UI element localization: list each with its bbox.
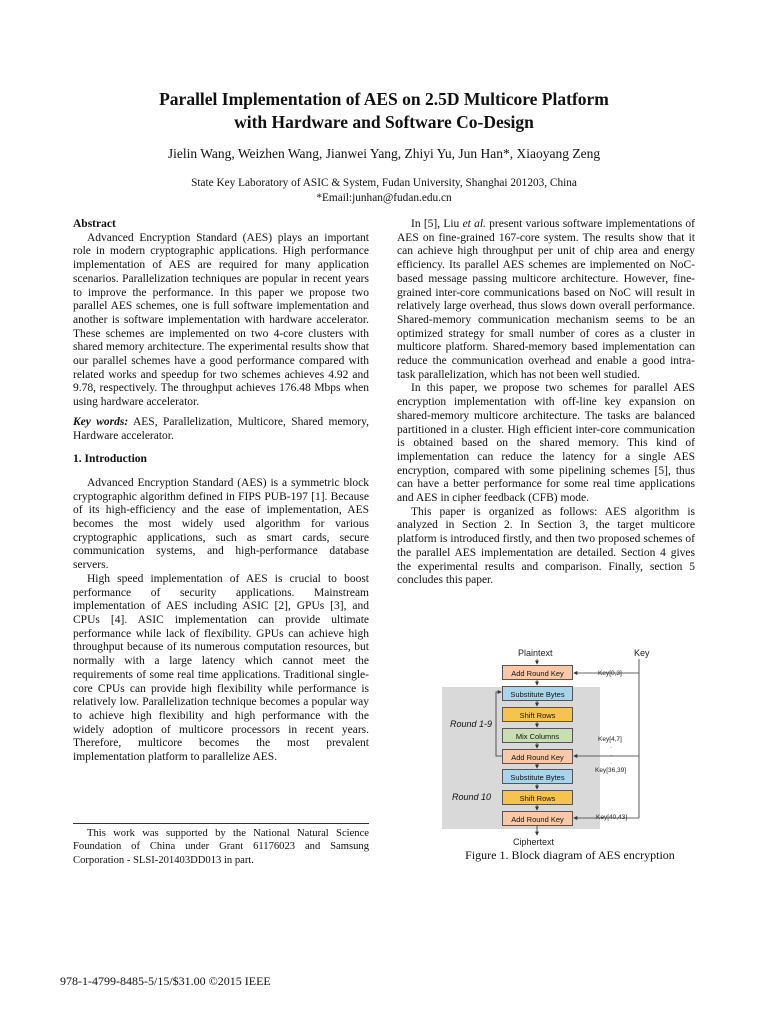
key-40-43-label: Key[40,43]: [596, 814, 628, 821]
related-work-paragraph: [397, 218, 695, 382]
affiliation: State Key Laboratory of ASIC & System, Fudan University, Shanghai 201203, China: [191, 177, 577, 189]
key-dots-1: ·: [610, 744, 613, 751]
intro-paragraph-2: High speed implementation of AES is crucial to boost performance of security applications. Mainstream implementation of AES including ASIC [2], GPUs [3], and CPUs [4]. ASIC implementation can provide ultimate performance while lack of flexibility. GPUs can achieve high throughput because of its numerous computation resources, but normally with a large latency which cannot meet the requirements of some real time applications. Traditional single-core CPUs can provide high flexibility while performance is relatively low. Parallelization technique becomes a popular way to achieve high flexibility and high performance with the widely adoption of multicore processors in recent years. Therefore, multicore becomes the most prevalent implementation platform to parallelize AES.: [73, 572, 369, 764]
right-column: [397, 218, 695, 588]
ciphertext-label: Ciphertext: [513, 837, 555, 847]
title-line-1: Parallel Implementation of AES on 2.5D Multicore Platform: [159, 89, 609, 109]
copyright-line: 978-1-4799-8485-5/15/$31.00 ©2015 IEEE: [60, 974, 271, 988]
footnote-rule: [73, 823, 369, 824]
footnote-text: This work was supported by the National Natural Science Foundation of China under Grant 61176023 and Samsung Corporation - SLSI-201403DD013 in part.: [73, 828, 369, 866]
key-dots-3: ·: [610, 760, 613, 767]
key-4-7-label: Key[4,7]: [598, 736, 622, 743]
add-round-key-round: Add Round Key: [502, 749, 573, 764]
key-label: Key: [634, 648, 650, 658]
diagram-arrows: [440, 645, 700, 850]
keywords: [73, 416, 369, 443]
abstract-body: Advanced Encryption Standard (AES) plays an important role in modern cryptographic applications. High performance implementation of AES are required for many application scenarios. Parallelization techniques are popular in recent years to improve the performance. In this paper we propose two parallel AES schemes, one is full software implementation and another is software implementation with hardware accelerator. These schemes are implemented on two 4-core clusters with shared memory architecture. The experimental results show that our parallel schemes have a good performance compared with related works and speedup for two schemes achieves 4.92 and 9.78, respectively. The throughput achieves 176.48 Mbps when using hardware accelerator.: [73, 231, 369, 409]
shift-rows-final: Shift Rows: [502, 790, 573, 805]
keywords-label: Key words:: [73, 415, 129, 428]
figure-caption: Figure 1. Block diagram of AES encryption: [465, 848, 675, 862]
substitute-bytes-final: Substitute Bytes: [502, 769, 573, 784]
keywords-text: AES, Parallelization, Multicore, Shared memory, Hardware accelerator.: [73, 415, 369, 442]
organization-paragraph: This paper is organized as follows: AES algorithm is analyzed in Section 2. In Section 3, the target multicore platform is introduced firstly, and then two proposed schemes of the parallel AES implementation are detailed. Section 4 gives the experimental results and comparison. Finally, section 5 concludes this paper.: [397, 505, 695, 587]
add-round-key-final: Add Round Key: [502, 811, 573, 826]
affiliation-block: [60, 176, 708, 205]
round-1-9-label: Round 1-9: [450, 719, 493, 729]
key-dots-2: ·: [610, 752, 613, 759]
related-work-rest: present various software implementations of AES on fine-grained 167-core system. The results show that it can achieve high throughput per unit of chip area and energy efficiency. Its parallel AES schemes are implemented on NoC-based message passing multicore architecture. However, fine-grained inter-core communications based on NoC will result in relatively large overhead, thus slows down overall performance. Shared-memory communication mechanism seems to be an optimized strategy for small number of cores as a cluster in multicore platform. Shared-memory based implementation can reduce the communication overhead and enable a good intra-task parallelization, which has not been well studied.: [397, 218, 696, 381]
author-list: Jielin Wang, Weizhen Wang, Jianwei Yang, Zhiyi Yu, Jun Han*, Xiaoyang Zeng: [167, 146, 601, 161]
intro-paragraph-1: Advanced Encryption Standard (AES) is a symmetric block cryptographic algorithm defined in FIPS PUB-197 [1]. Because of its high-efficiency and the ease of implementation, AES becomes the most widely used algorithm for various cryptographic applications, such as smart cards, secure communication systems, and high-performance database servers.: [73, 476, 369, 572]
substitute-bytes-box: Substitute Bytes: [502, 686, 573, 701]
aes-block-diagram: [440, 645, 700, 865]
et-al: et al.: [462, 218, 486, 230]
proposal-paragraph: In this paper, we propose two schemes for parallel AES encryption implementation with off-line key expansion on shared-memory multicore architecture. The tasks are balanced partitioned in a cluster. High efficient inter-core communication is obtained based on the shared memory. This kind of implementation can reduce the latency for a single AES encryption, compared with some pipelining schemes [5], thus can have a better performance for some real time applications and AES in cipher feedback (CFB) mode.: [397, 382, 695, 505]
section-1-heading: 1. Introduction: [73, 453, 147, 466]
key-0-3-label: Key[0,3]: [598, 670, 622, 677]
paper-title: [60, 88, 708, 134]
abstract-heading: Abstract: [73, 218, 116, 230]
title-line-2: with Hardware and Software Co-Design: [234, 112, 534, 132]
contact-email: *Email:junhan@fudan.edu.cn: [316, 191, 452, 204]
mix-columns-box: Mix Columns: [502, 728, 573, 743]
funding-footnote: [73, 823, 369, 867]
key-36-39-label: Key[36,39]: [595, 767, 627, 774]
related-work-lead: In [5], Liu: [411, 218, 463, 230]
add-round-key-initial: Add Round Key: [502, 665, 573, 680]
plaintext-label: Plaintext: [518, 648, 553, 658]
left-column: [73, 218, 369, 765]
shift-rows-box: Shift Rows: [502, 707, 573, 722]
round-10-label: Round 10: [452, 792, 492, 802]
